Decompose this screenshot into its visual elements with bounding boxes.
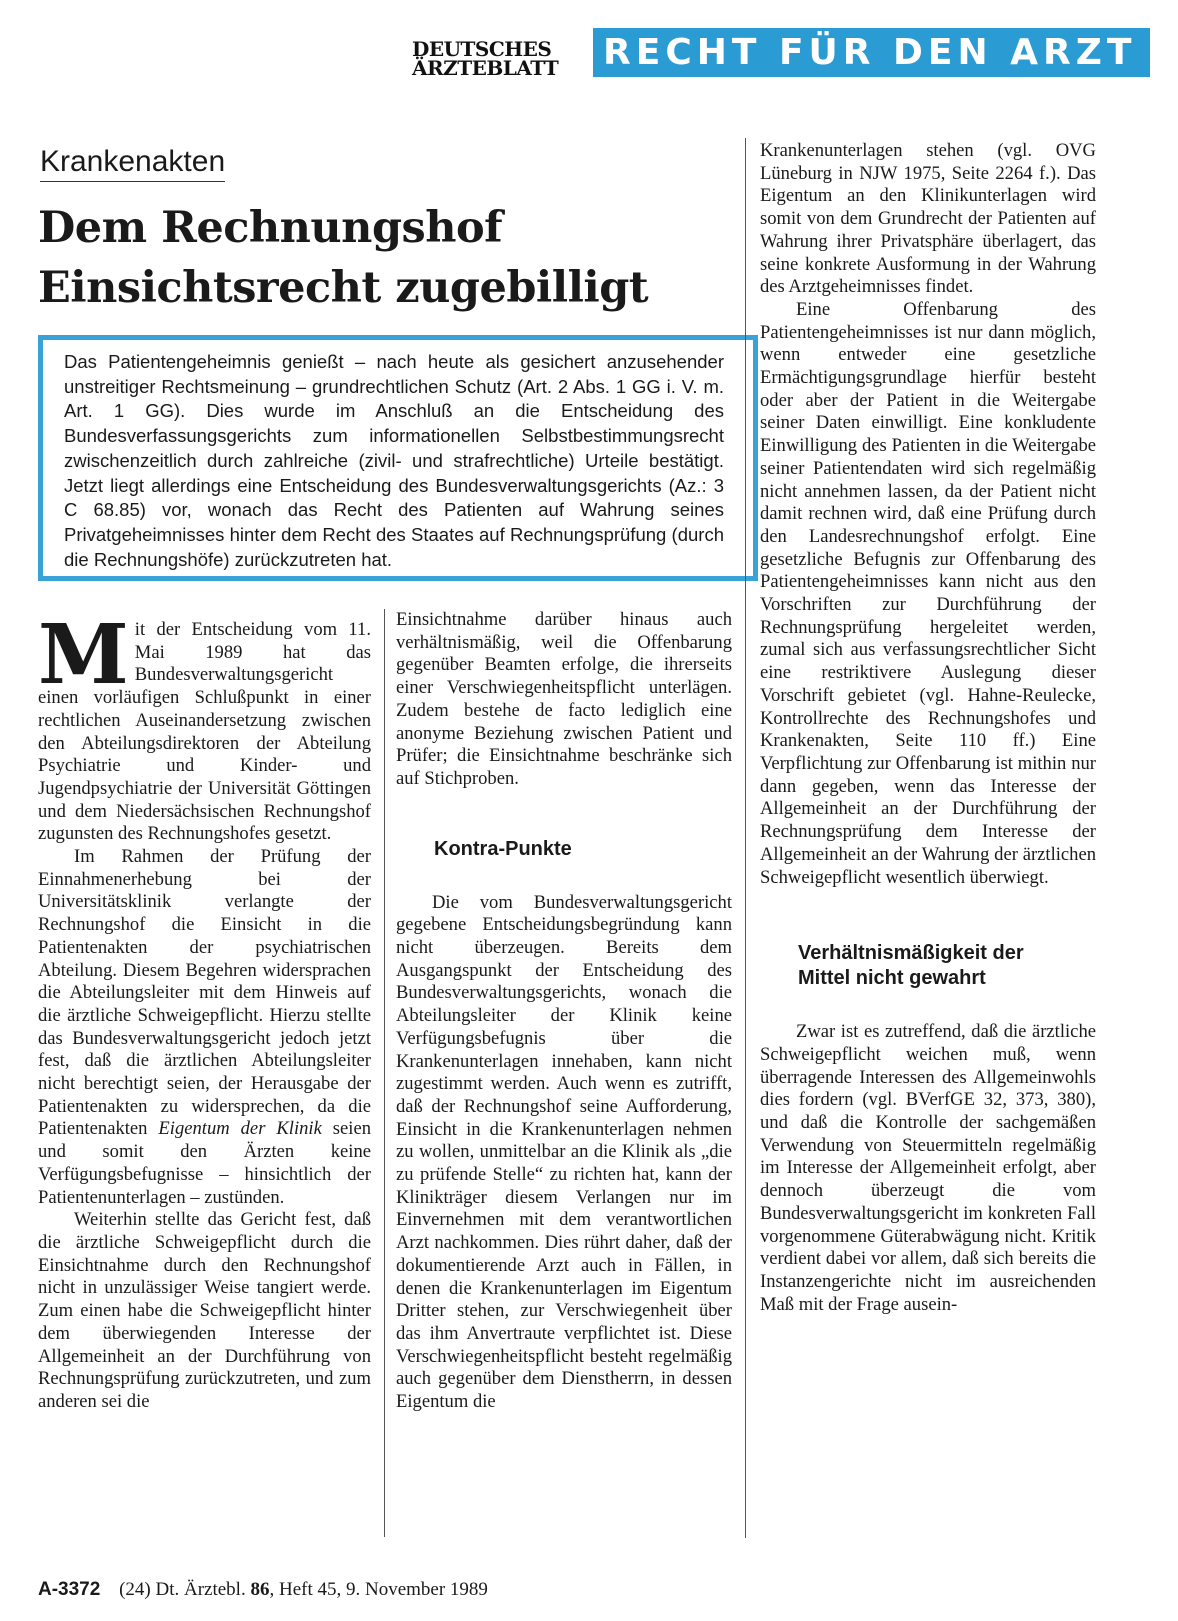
article-headline (38, 198, 758, 318)
lead-box (38, 335, 758, 581)
subheading (798, 941, 1096, 991)
paragraph: Eine Offenbarung des Patientengeheimnisses ist nur dann möglich, wenn entweder eine gesetzliche Ermächtigungsgrundlage hierfür besteht oder aber der Patient in die Weitergabe seiner Daten einwilligt. Eine konkludente Einwilligung des Patienten in die Weitergabe seiner Patientendaten wird sich regelmäßig nicht annehmen lassen, da der Patient nicht damit rechnen wird, daß eine Prüfung durch den Landesrechnungshof erfolgt. Eine gesetzliche Befugnis zur Offenbarung des Patientengeheimnisses kann nicht aus den Vorschriften zur Durchführung der Rechnungsprüfung hergeleitet werden, zumal sich aus verfassungsrechtlicher Sicht eine restriktivere Auslegung dieser Vorschrift gebietet (vgl. Hahne-Reulecke, Kontrollrechte des Rechnungshofes und Krankenakten, Seite 110 ff.) Eine Verpflichtung zur Offenbarung ist mithin nur dann gegeben, wenn das Interesse der Allgemeinheit an der Durchführung der Rechnungsprüfung dem Interesse der Allgemeinheit an der Wahrung der ärztlichen Schweigepflicht wesentlich überwiegt. (760, 298, 1096, 888)
subheading-line-2: Mittel nicht gewahrt (798, 967, 986, 990)
paragraph: Einsichtnahme darüber hinaus auch verhältnismäßig, weil die Offenbarung gegenüber Beamten erfolge, die ihrerseits einer Verschwiegenheitspflicht unterlägen. Zudem bestehe de facto lediglich eine anonyme Beziehung zwischen Patient und Prüfer; die Einsichtnahme beschränke sich auf Stichproben. (396, 609, 732, 789)
body-column-3 (760, 140, 1096, 1316)
headline-line-1: Dem Rechnungshof (38, 203, 503, 253)
paragraph (38, 607, 371, 846)
journal-name: Dt. Ärztebl. (155, 1579, 246, 1600)
page-code: A-3372 (38, 1579, 101, 1600)
paragraph (38, 846, 371, 1209)
volume-number: 86 (250, 1579, 270, 1600)
section-banner: RECHT FÜR DEN ARZT (593, 28, 1150, 77)
paragraph-text: it der Entscheidung vom 11. Mai 1989 hat das Bundesverwaltungsgericht einen vorläufigen Schlußpunkt in einer rechtlichen Auseinandersetzung zwischen den Abteilungsdirektoren der Abteilung Psychiatrie und Kinder- und Jugendpsychiatrie der Universität Göttingen und dem Niedersächsischen Rechnungshof zugunsten des Rechnungshofes gesetzt. (38, 619, 371, 845)
page-number: (24) (119, 1579, 151, 1600)
masthead-logo (412, 37, 582, 80)
subheading-line-1: Verhältnismäßigkeit der (798, 942, 1024, 965)
paragraph-text: seien und somit den Ärzten keine Verfügungsbefugnisse – hinsichtlich der Patientenunterlagen – zustünden. (38, 1118, 372, 1208)
emphasis: Eigentum der Klinik (158, 1118, 322, 1140)
body-column-2 (396, 609, 732, 1414)
page-footer (38, 1578, 488, 1602)
paragraph-text: Im Rahmen der Prüfung der Einnahmenerhebung bei der Universitätsklinik verlangte der Rechnungshof die Einsicht in die Patientenakten der psychiatrischen Abteilung. Diesem Begehren widersprachen die Abteilungsleiter mit dem Hinweis auf die ärztliche Schweigepflicht. Hierzu stellte das Bundesverwaltungsgericht jedoch jetzt fest, daß die ärztlichen Abteilungsleiter nicht berechtigt seien, der Herausgabe der Patientenakten zu widersprechen, da die Patientenakten (38, 846, 371, 1140)
masthead-line-1: DEUTSCHES (412, 37, 552, 61)
paragraph: Krankenunterlagen stehen (vgl. OVG Lüneburg in NJW 1975, Seite 2264 f.). Das Eigentum an den Klinikunterlagen wird somit von dem Grundrecht der Patienten auf Wahrung ihrer Privatsphäre überlagert, das seine konkrete Ausformung in der Wahrung des Arztgeheimnisses findet. (760, 140, 1096, 298)
headline-line-2: Einsichtsrecht zugebilligt (38, 263, 649, 313)
drop-cap: M (38, 607, 129, 703)
article-kicker: Krankenakten (40, 145, 225, 182)
paragraph: Weiterhin stellte das Gericht fest, daß die ärztliche Schweigepflicht durch die Einsichtnahme durch den Rechnungshof nicht in unzulässiger Weise tangiert werde. Zum einen habe die Schweigepflicht hinter dem überwiegenden Interesse der Allgemeinheit an der Durchführung von Rechnungsprüfung zurückzutreten, und zum anderen sei die (38, 1209, 371, 1412)
paragraph: Zwar ist es zutreffend, daß die ärztliche Schweigepflicht weichen muß, wenn überragende Interessen des Allgemeinwohls dies fordern (vgl. BVerfGE 32, 373, 380), und daß die Kontrolle der sachgemäßen Verwendung von Steuermitteln regelmäßig im Interesse der Allgemeinheit erfolgt, aber dennoch überzeugt die vom Bundesverwaltungsgericht im konkreten Fall vorgenommene Güterabwägung nicht. Kritik verdient dabei vor allem, daß sich bereits die Instanzengerichte nicht im ausreichenden Maß mit der Frage ausein- (760, 1021, 1096, 1315)
paragraph: Die vom Bundesverwaltungsgericht gegebene Entscheidungsbegründung kann nicht überzeugen. Bereits dem Ausgangspunkt der Entscheidung des Bundesverwaltungsgerichts, wonach die Abteilungsleiter der Klinik keine Verfügungsbefugnis über die Krankenunterlagen innehaben, kann nicht zugestimmt werden. Auch wenn es zutrifft, daß der Rechnungshof seine Aufforderung, Einsicht in die Krankenunterlagen nehmen zu wollen, unmittelbar an die Klinik als „die zu prüfende Stelle“ zu richten hat, kann der Klinikträger diesem Verlangen nur im Einvernehmen mit dem verantwortlichen Arzt nachkommen. Dies rührt daher, daß der dokumentierende Arzt auch in Fällen, in denen die Krankenunterlagen im Eigentum Dritter stehen, zur Verschwiegenheit über das ihm Anvertraute verpflichtet ist. Diese Verschwiegenheitspflicht besteht regelmäßig auch gegenüber dem Dienstherrn, in dessen Eigentum die (396, 891, 732, 1413)
subheading: Kontra-Punkte (434, 837, 572, 860)
column-rule-1 (384, 609, 385, 1537)
column-rule-2 (745, 138, 746, 1538)
lead-text: Das Patientengeheimnis genießt – nach heute als gesichert anzusehender unstreitiger Rechtsmeinung – grundrechtlichen Schutz (Art. 2 Abs. 1 GG i. V. m. Art. 1 GG). Dies wurde im Anschluß an die Entscheidung des Bundesverfassungsgerichts zum informationellen Selbstbestimmungsrecht zwischenzeitlich durch zahlreiche (zivil- und strafrechtliche) Urteile bestätigt. Jetzt liegt allerdings eine Entscheidung des Bundesverwaltungsgerichts (Az.: 3 C 68.85) vor, wonach das Recht des Patienten auf Wahrung seines Privatgeheimnisses hinter dem Recht des Staates auf Rechnungsprüfung (durch die Rechnungshöfe) zurückzutreten hat. (64, 351, 724, 570)
masthead-line-2: ÄRZTEBLATT (412, 56, 559, 80)
issue-info: , Heft 45, 9. November 1989 (269, 1579, 488, 1600)
body-column-1 (38, 607, 372, 1414)
